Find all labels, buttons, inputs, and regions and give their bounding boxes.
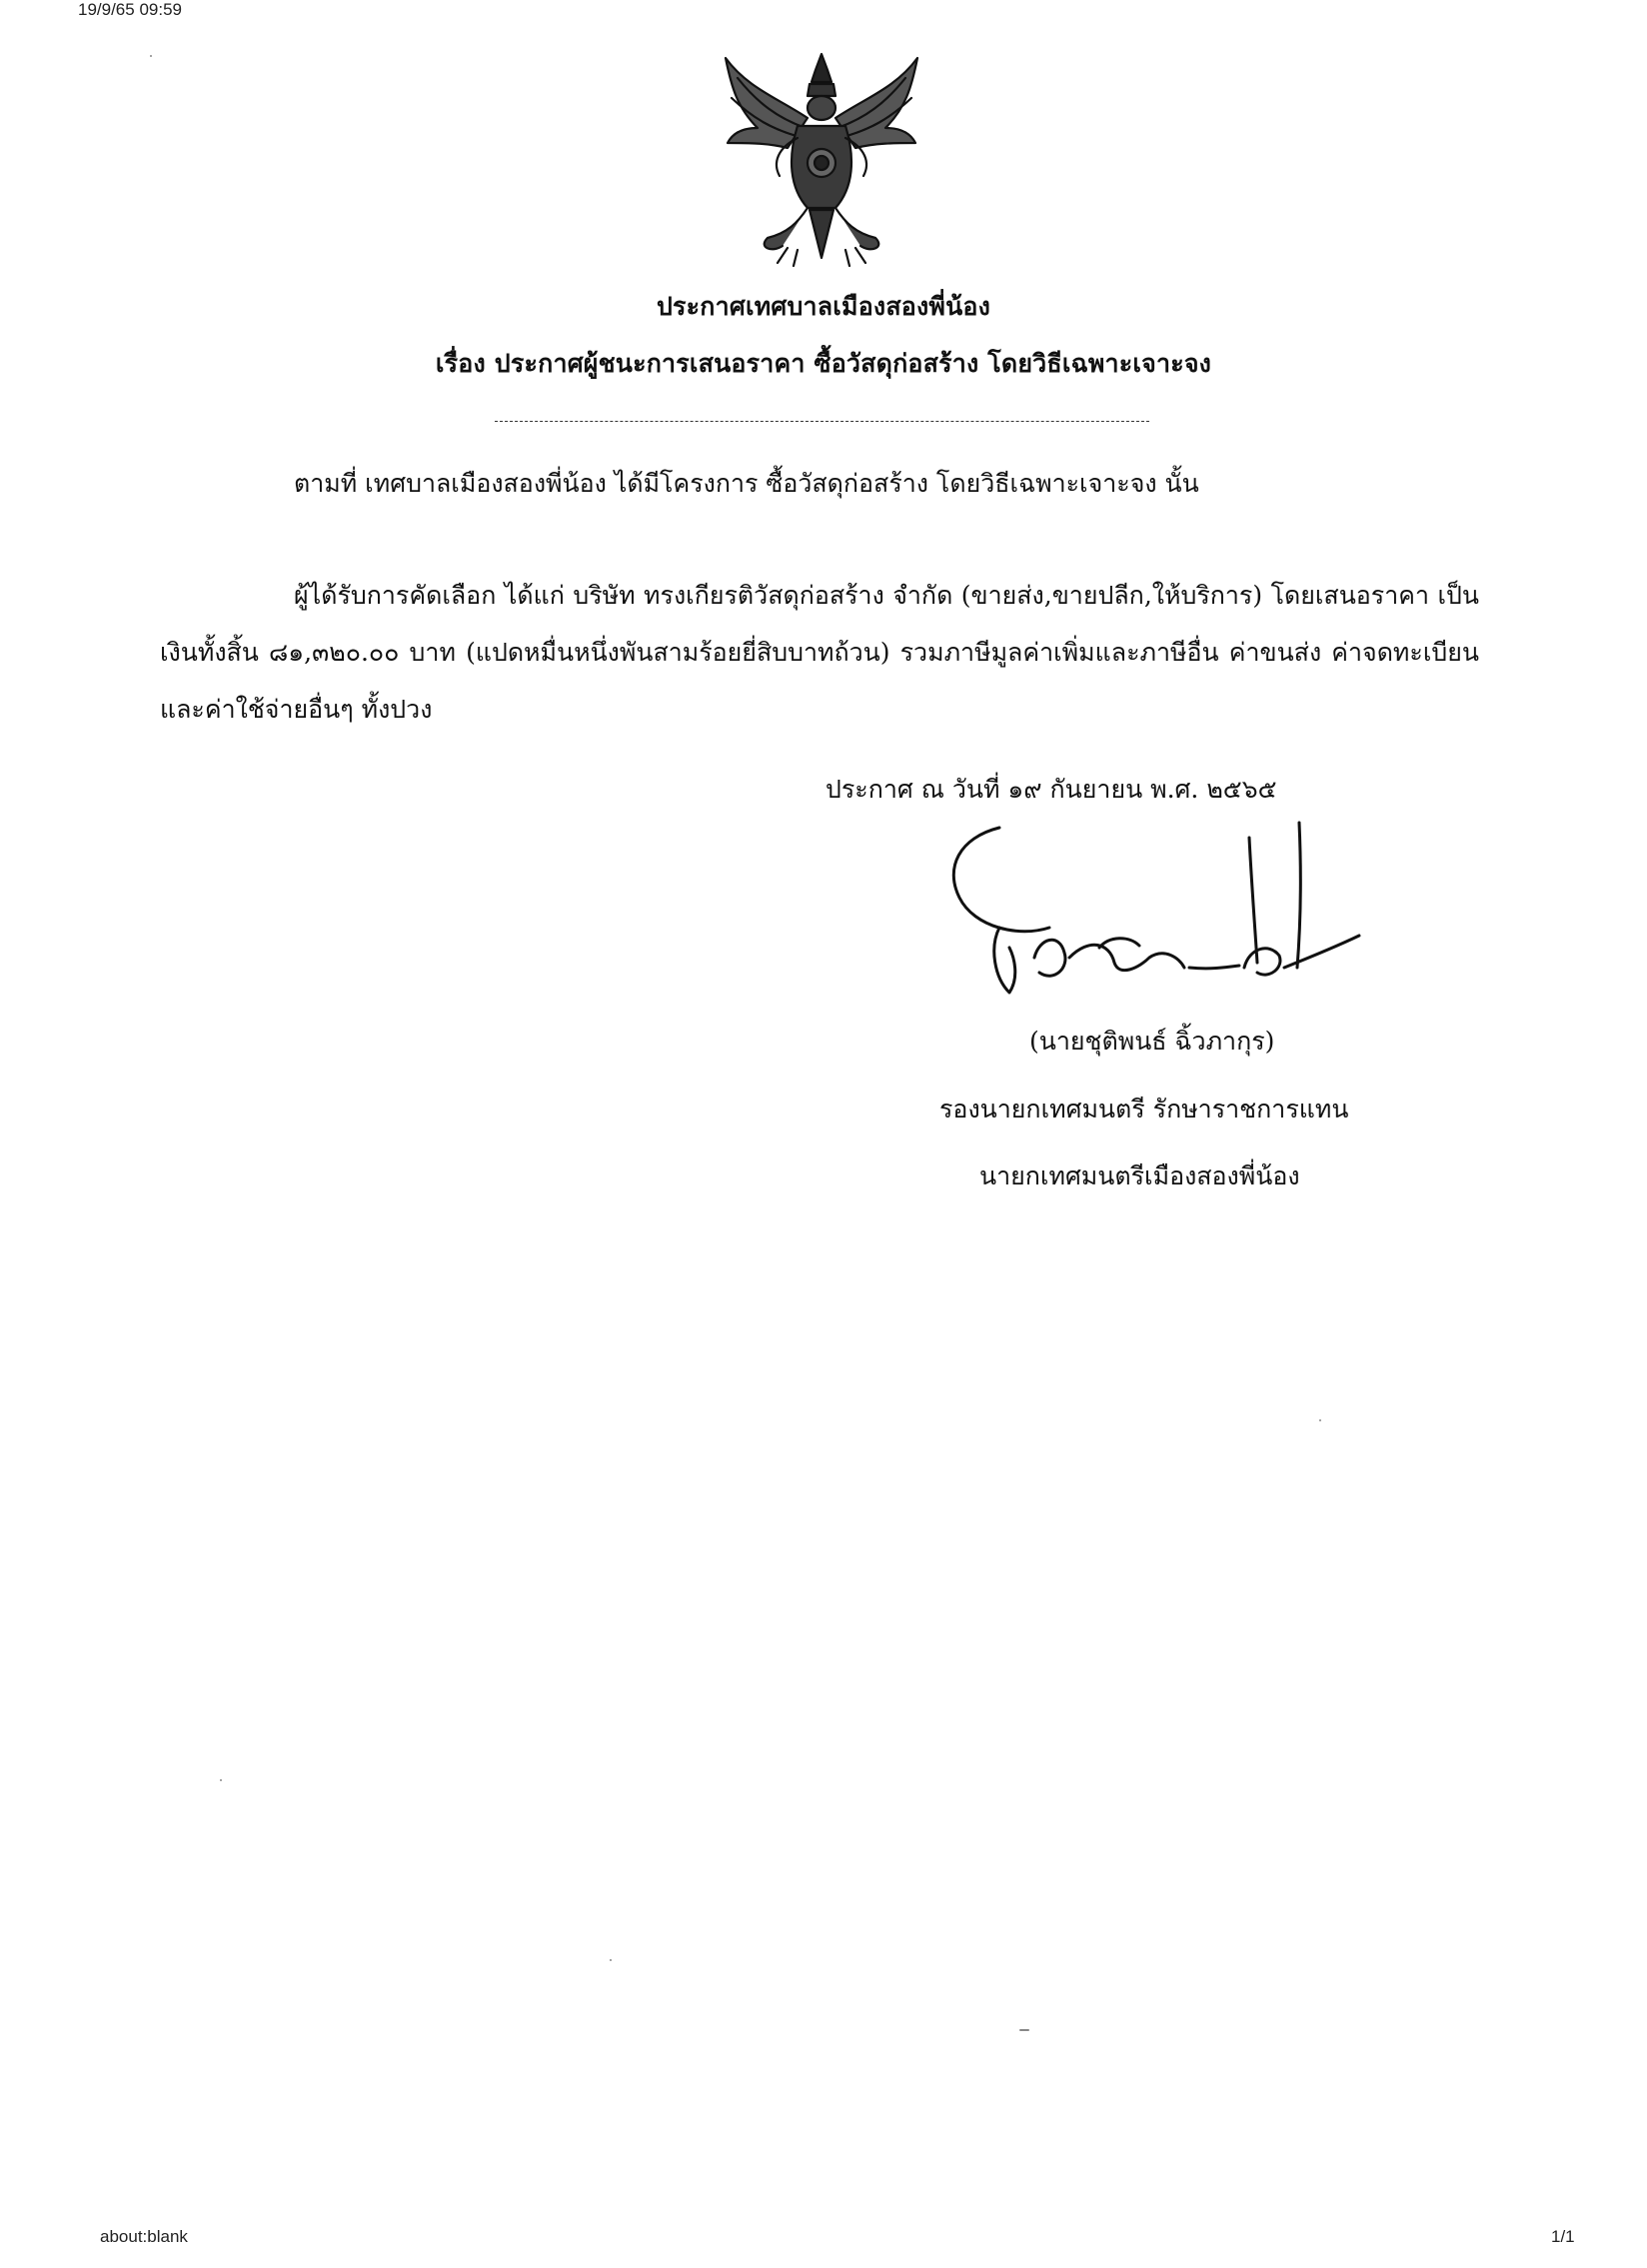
title-divider: [495, 421, 1149, 422]
paragraph-intro: ตามที่ เทศบาลเมืองสองพี่น้อง ได้มีโครงการ ซื้อวัสดุก่อสร้าง โดยวิธีเฉพาะเจาะจง นั้น: [294, 469, 1199, 498]
scan-speck: [220, 1779, 222, 1781]
scan-speck: [150, 55, 152, 57]
signatory-position-2: นายกเทศมนตรีเมืองสองพี่น้อง: [979, 1161, 1300, 1190]
print-header-datetime: 19/9/65 09:59: [78, 0, 182, 19]
print-footer-url: about:blank: [100, 2227, 188, 2246]
announce-date: ประกาศ ณ วันที่ ๑๙ กันยายน พ.ศ. ๒๕๖๕: [825, 775, 1277, 804]
document-subject: เรื่อง ประกาศผู้ชนะการเสนอราคา ซื้อวัสดุก่อสร้าง โดยวิธีเฉพาะเจาะจง: [435, 349, 1212, 378]
signatory-position-1: รองนายกเทศมนตรี รักษาราชการแทน: [939, 1095, 1349, 1124]
paragraph-winner: ผู้ได้รับการคัดเลือก ได้แก่ บริษัท ทรงเกียรติวัสดุก่อสร้าง จำกัด (ขายส่ง,ขายปลีก,ให้บริการ) โดยเสนอราคา เป็นเงินทั้งสิ้น ๘๑,๓๒๐.๐๐ บาท (แปดหมื่นหนึ่งพันสามร้อยยี่สิบบาทถ้วน) รวมภาษีมูลค่าเพิ่มและภาษีอื่น ค่าขนส่ง ค่าจดทะเบียน และค่าใช้จ่ายอื่นๆ ทั้งปวง: [160, 581, 1479, 724]
handwritten-signature: [939, 818, 1379, 1018]
document-title: ประกาศเทศบาลเมืองสองพี่น้อง: [656, 292, 990, 321]
signatory-name: (นายชุติพนธ์ ฉิ้วภากุร): [1029, 1027, 1275, 1056]
garuda-emblem-icon: [718, 48, 925, 272]
scan-speck: [610, 1959, 612, 1961]
scan-speck: [1319, 1419, 1321, 1421]
scan-speck: [1019, 2029, 1029, 2031]
print-footer-page: 1/1: [1551, 2227, 1575, 2246]
